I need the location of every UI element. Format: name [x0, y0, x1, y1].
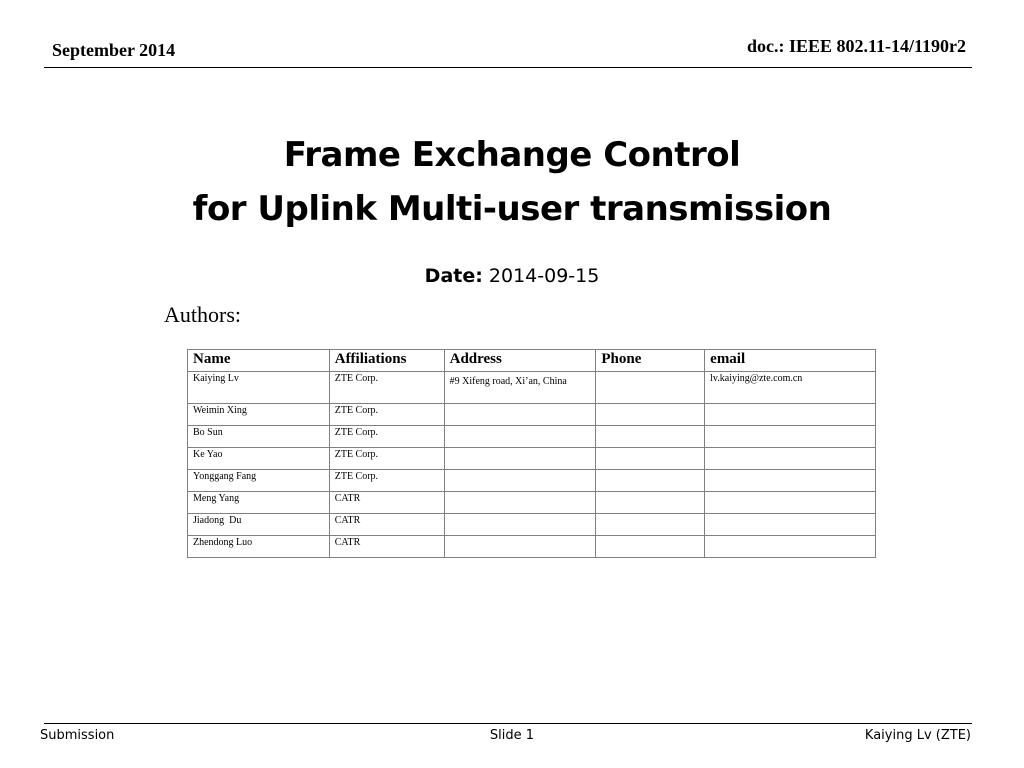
footer-author: Kaiying Lv (ZTE): [864, 728, 971, 743]
table-row: [188, 470, 876, 492]
column-header-address: Address: [444, 350, 596, 372]
column-header-name: Name: [188, 350, 330, 372]
footer-slide-number: Slide 1: [489, 728, 535, 743]
author-email-cell: [705, 514, 876, 536]
author-email-cell: lv.kaiying@zte.com.cn: [705, 372, 876, 404]
slide-title-line-2: for Uplink Multi-user transmission: [192, 189, 832, 229]
slide-title: [0, 128, 1024, 236]
table-row: [188, 514, 876, 536]
author-affiliation-cell: CATR: [329, 492, 444, 514]
author-affiliation-cell: ZTE Corp.: [329, 404, 444, 426]
author-phone-cell: [596, 536, 705, 558]
author-affiliation-cell: ZTE Corp.: [329, 448, 444, 470]
author-address-cell: #9 Xifeng road, Xi’an, China: [444, 372, 596, 404]
header-divider: [44, 67, 972, 68]
author-name-cell: Bo Sun: [188, 426, 330, 448]
table-row: [188, 536, 876, 558]
authors-table: [187, 349, 876, 558]
author-affiliation-cell: CATR: [329, 536, 444, 558]
author-email-cell: [705, 404, 876, 426]
date-line: [0, 265, 1024, 287]
footer-submission: Submission: [40, 728, 115, 743]
author-affiliation-cell: ZTE Corp.: [329, 470, 444, 492]
author-phone-cell: [596, 514, 705, 536]
column-header-email: email: [705, 350, 876, 372]
table-row: [188, 426, 876, 448]
footer-divider: [44, 723, 972, 724]
author-name-cell: Meng Yang: [188, 492, 330, 514]
author-phone-cell: [596, 372, 705, 404]
table-row: [188, 448, 876, 470]
author-phone-cell: [596, 426, 705, 448]
header-date: September 2014: [52, 40, 176, 60]
author-name-cell: Jiadong Du: [188, 514, 330, 536]
author-name-cell: Weimin Xing: [188, 404, 330, 426]
table-row: [188, 372, 876, 404]
author-address-cell: [444, 514, 596, 536]
author-phone-cell: [596, 470, 705, 492]
author-address-cell: [444, 536, 596, 558]
author-address-cell: [444, 492, 596, 514]
author-email-cell: [705, 536, 876, 558]
author-name-cell: Kaiying Lv: [188, 372, 330, 404]
author-email-cell: [705, 470, 876, 492]
authors-table-header-row: [188, 350, 876, 372]
table-row: [188, 404, 876, 426]
author-affiliation-cell: CATR: [329, 514, 444, 536]
author-phone-cell: [596, 492, 705, 514]
author-affiliation-cell: ZTE Corp.: [329, 372, 444, 404]
author-email-cell: [705, 448, 876, 470]
author-address-cell: [444, 448, 596, 470]
author-phone-cell: [596, 448, 705, 470]
author-affiliation-cell: ZTE Corp.: [329, 426, 444, 448]
author-address-cell: [444, 426, 596, 448]
author-name-cell: Zhendong Luo: [188, 536, 330, 558]
table-row: [188, 492, 876, 514]
column-header-affiliations: Affiliations: [329, 350, 444, 372]
date-label: Date:: [424, 265, 483, 287]
author-name-cell: Yonggang Fang: [188, 470, 330, 492]
header-doc-id: doc.: IEEE 802.11-14/1190r2: [746, 36, 966, 56]
author-address-cell: [444, 470, 596, 492]
column-header-phone: Phone: [596, 350, 705, 372]
date-value: 2014-09-15: [488, 265, 600, 287]
author-email-cell: [705, 492, 876, 514]
author-email-cell: [705, 426, 876, 448]
slide-title-line-1: Frame Exchange Control: [283, 135, 741, 175]
author-phone-cell: [596, 404, 705, 426]
authors-label: Authors:: [164, 302, 241, 327]
author-name-cell: Ke Yao: [188, 448, 330, 470]
author-address-cell: [444, 404, 596, 426]
